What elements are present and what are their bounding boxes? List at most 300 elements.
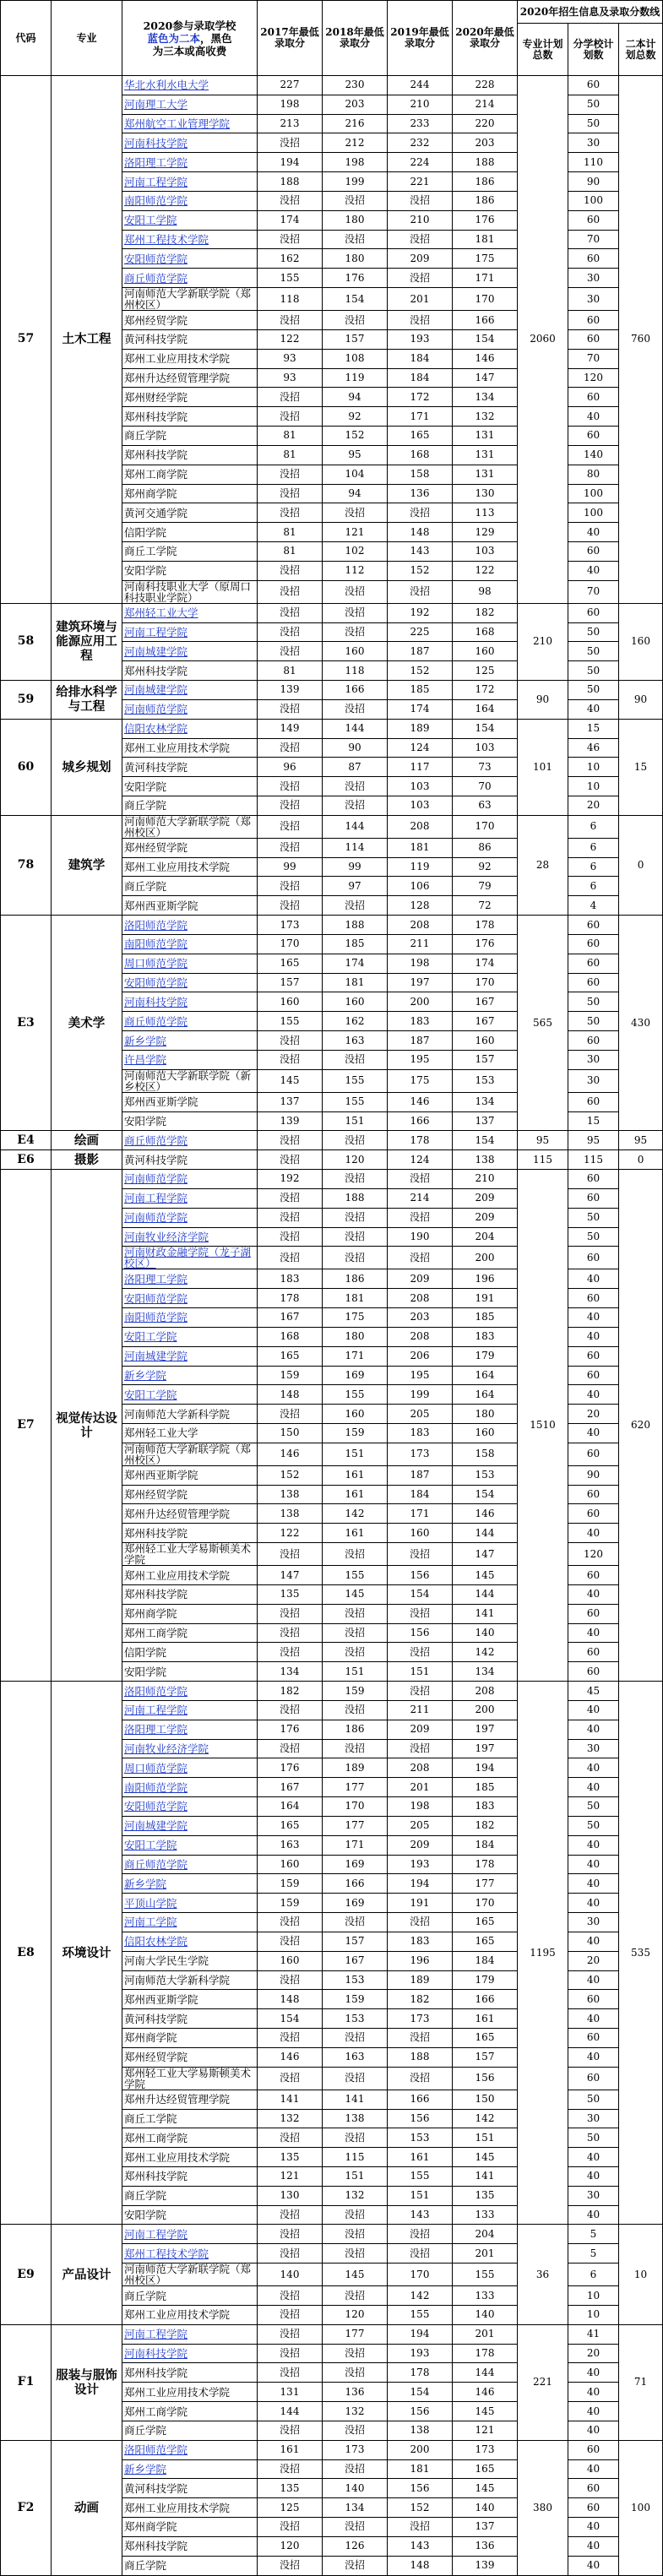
school-name[interactable]: 新乡学院 [122,2459,258,2479]
score-2017: 没招 [258,1227,323,1247]
score-2019: 156 [388,2109,453,2128]
header-school: 2020参与录取学校 蓝色为二本，黑色 为三本或高收费 [122,1,258,76]
score-2017: 没招 [258,1208,323,1227]
school-name[interactable]: 安阳工学院 [122,1327,258,1346]
plan-sub: 60 [568,1031,619,1051]
major-code: 60 [1,719,52,815]
score-2020: 145 [453,1566,518,1585]
plan-sub: 50 [568,1227,619,1247]
score-2020: 154 [453,719,518,738]
score-2018: 没招 [323,230,388,249]
school-name[interactable]: 商丘师范学院 [122,1012,258,1031]
school-name: 郑州商学院 [122,484,258,503]
header-2020: 2020年最低录取分 [453,1,518,76]
school-name[interactable]: 河南工程学院 [122,2324,258,2344]
score-2018: 没招 [323,1604,388,1623]
plan-sub: 40 [568,1894,619,1913]
score-2017: 157 [258,973,323,992]
major-name: 环境设计 [52,1682,122,2225]
score-2019: 171 [388,407,453,427]
score-2018: 151 [323,2166,388,2186]
school-name[interactable]: 河南牧业经济学院 [122,1739,258,1758]
score-2017: 没招 [258,815,323,838]
plan-sub: 120 [568,1543,619,1566]
score-2017: 81 [258,661,323,681]
plan-sub: 50 [568,661,619,681]
plan-sub: 80 [568,465,619,484]
score-2020: 142 [453,2109,518,2128]
score-2019: 193 [388,329,453,349]
score-2020: 70 [453,777,518,796]
score-2020: 125 [453,661,518,681]
school-name[interactable]: 郑州轻工业大学 [122,603,258,622]
score-2018: 167 [323,1951,388,1970]
plan-sub: 50 [568,1012,619,1031]
score-2017: 160 [258,992,323,1012]
score-2020: 146 [453,2383,518,2402]
school-name[interactable]: 河南财政金融学院（龙子湖校区） [122,1247,258,1269]
plan-total: 1510 [518,1170,568,1682]
major-code: F2 [1,2440,52,2575]
score-2017: 134 [258,1662,323,1682]
school-name[interactable]: 南阳师范学院 [122,1308,258,1328]
major-code: E7 [1,1170,52,1682]
plan-second: 760 [619,76,663,604]
school-name[interactable]: 新乡学院 [122,1031,258,1051]
score-2018: 161 [323,1465,388,1485]
score-2019: 没招 [388,580,453,603]
school-name: 郑州工商学院 [122,2402,258,2421]
score-2019: 189 [388,719,453,738]
score-2018: 132 [323,2186,388,2205]
school-name[interactable]: 河南理工大学 [122,95,258,114]
score-2017: 165 [258,1816,323,1835]
score-2018: 180 [323,1327,388,1346]
school-name[interactable]: 安阳师范学院 [122,1289,258,1308]
score-2017: 176 [258,1758,323,1778]
school-name[interactable]: 安阳工学院 [122,1835,258,1855]
school-name[interactable]: 周口师范学院 [122,1758,258,1778]
score-2018: 189 [323,1758,388,1778]
score-2019: 185 [388,681,453,700]
score-2020: 154 [453,329,518,349]
score-2019: 174 [388,699,453,719]
score-2017: 96 [258,758,323,777]
header-plan-total: 专业计划总数 [518,24,568,76]
score-2018: 169 [323,1894,388,1913]
score-2020: 140 [453,2498,518,2518]
score-2018: 没招 [323,503,388,523]
score-2017: 174 [258,210,323,230]
score-2017: 没招 [258,2556,323,2575]
school-name[interactable]: 河南师范学院 [122,1170,258,1189]
score-2017: 没招 [258,1405,323,1424]
score-2020: 141 [453,2166,518,2186]
school-name[interactable]: 周口师范学院 [122,954,258,973]
score-2019: 189 [388,1970,453,1990]
school-name[interactable]: 商丘师范学院 [122,1131,258,1150]
plan-sub: 40 [568,1855,619,1874]
major-code: F1 [1,2324,52,2440]
score-2019: 119 [388,857,453,877]
score-2018: 97 [323,877,388,896]
score-2017: 146 [258,1443,323,1465]
plan-sub: 40 [568,1874,619,1894]
score-2017: 没招 [258,1932,323,1951]
score-2018: 186 [323,1269,388,1289]
score-2018: 没招 [323,2128,388,2148]
plan-sub: 60 [568,2479,619,2498]
score-2020: 153 [453,1465,518,1485]
score-2018: 155 [323,1092,388,1111]
score-2017: 没招 [258,1604,323,1623]
score-2020: 134 [453,1662,518,1682]
score-2017: 没招 [258,484,323,503]
score-2019: 214 [388,1188,453,1208]
table-header [1,1,663,76]
score-2018: 115 [323,2148,388,2167]
score-2020: 204 [453,2225,518,2244]
table-row [1,1131,663,1150]
score-2018: 没招 [323,1170,388,1189]
score-2019: 158 [388,465,453,484]
school-name: 郑州工业应用技术学院 [122,2148,258,2167]
score-2018: 没招 [323,777,388,796]
school-name: 郑州工业应用技术学院 [122,2498,258,2518]
school-name[interactable]: 河南科技学院 [122,133,258,153]
score-2019: 208 [388,1289,453,1308]
score-2018: 没招 [323,2344,388,2363]
score-2019: 193 [388,1855,453,1874]
plan-sub: 70 [568,580,619,603]
school-name[interactable]: 洛阳师范学院 [122,916,258,935]
score-2020: 228 [453,76,518,95]
school-name[interactable]: 洛阳师范学院 [122,1682,258,1701]
score-2019: 182 [388,1990,453,2009]
score-2018: 171 [323,1835,388,1855]
score-2019: 128 [388,896,453,916]
score-2017: 168 [258,1327,323,1346]
score-2020: 201 [453,2244,518,2264]
score-2019: 178 [388,1131,453,1150]
score-2017: 165 [258,1346,323,1366]
score-2020: 203 [453,133,518,153]
school-name[interactable]: 洛阳理工学院 [122,1269,258,1289]
plan-sub: 50 [568,114,619,133]
score-2017: 227 [258,76,323,95]
score-2018: 212 [323,133,388,153]
school-name[interactable]: 南阳师范学院 [122,1778,258,1797]
score-2017: 121 [258,2166,323,2186]
plan-sub: 60 [568,2067,619,2090]
score-2019: 183 [388,1932,453,1951]
school-name[interactable]: 平顶山学院 [122,1894,258,1913]
score-2018: 155 [323,1069,388,1092]
plan-sub: 60 [568,1990,619,2009]
score-2020: 142 [453,1643,518,1662]
score-2020: 72 [453,896,518,916]
score-2020: 209 [453,1188,518,1208]
school-name[interactable]: 河南工程学院 [122,1700,258,1720]
plan-sub: 30 [568,1050,619,1069]
score-2017: 159 [258,1366,323,1385]
major-name: 美术学 [52,916,122,1131]
school-name[interactable]: 安阳工学院 [122,1385,258,1405]
plan-sub: 40 [568,2556,619,2575]
score-2019: 205 [388,1405,453,1424]
plan-sub: 60 [568,1604,619,1623]
score-2017: 162 [258,249,323,269]
school-name[interactable]: 河南工程学院 [122,172,258,192]
score-2017: 99 [258,857,323,877]
score-2017: 154 [258,2009,323,2029]
major-code: E8 [1,1682,52,2225]
score-2019: 190 [388,1227,453,1247]
school-name[interactable]: 河南师范学院 [122,1208,258,1227]
table-row [1,1150,663,1170]
school-name[interactable]: 河南城建学院 [122,642,258,661]
score-2020: 183 [453,1797,518,1817]
score-2017: 161 [258,2440,323,2459]
score-2019: 210 [388,95,453,114]
plan-second: 0 [619,815,663,915]
plan-sub: 20 [568,796,619,815]
plan-sub: 100 [568,484,619,503]
school-name[interactable]: 安阳师范学院 [122,1797,258,1817]
plan-total: 380 [518,2440,568,2575]
score-2018: 没招 [323,2556,388,2575]
school-name: 郑州西亚斯学院 [122,1092,258,1111]
score-2017: 没招 [258,230,323,249]
score-2019: 没招 [388,1643,453,1662]
score-2017: 160 [258,1951,323,1970]
score-2020: 170 [453,973,518,992]
score-2020: 183 [453,1327,518,1346]
school-name[interactable]: 商丘师范学院 [122,1855,258,1874]
score-2019: 154 [388,2383,453,2402]
score-2017: 165 [258,954,323,973]
plan-sub: 60 [568,1289,619,1308]
score-2019: 195 [388,1366,453,1385]
score-2020: 137 [453,1111,518,1131]
school-name[interactable]: 商丘师范学院 [122,269,258,288]
score-2018: 159 [323,1424,388,1443]
school-name: 郑州轻工业大学易斯顿美术学院 [122,2067,258,2090]
score-2020: 79 [453,877,518,896]
score-2017: 没招 [258,1050,323,1069]
score-2017: 没招 [258,1150,323,1170]
score-2020: 145 [453,2148,518,2167]
score-2020: 191 [453,1289,518,1308]
school-name[interactable]: 河南师范学院 [122,699,258,719]
score-2020: 146 [453,1504,518,1524]
school-name[interactable]: 河南城建学院 [122,1816,258,1835]
score-2017: 没招 [258,2305,323,2324]
school-name[interactable]: 河南工程学院 [122,622,258,642]
plan-sub: 40 [568,2536,619,2556]
score-2019: 没招 [388,1913,453,1932]
score-2017: 没招 [258,2205,323,2225]
school-name: 郑州工业应用技术学院 [122,2305,258,2324]
school-name: 郑州财经学院 [122,388,258,407]
score-2018: 119 [323,368,388,388]
school-name[interactable]: 河南牧业经济学院 [122,1227,258,1247]
school-name[interactable]: 河南科技学院 [122,992,258,1012]
score-2018: 181 [323,973,388,992]
school-name[interactable]: 河南科技学院 [122,2344,258,2363]
score-2020: 170 [453,288,518,311]
score-2019: 184 [388,368,453,388]
score-2018: 186 [323,1720,388,1739]
score-2018: 157 [323,329,388,349]
score-2019: 206 [388,1346,453,1366]
school-name[interactable]: 安阳师范学院 [122,973,258,992]
plan-sub: 60 [568,1346,619,1366]
score-2020: 92 [453,857,518,877]
plan-second: 160 [619,603,663,680]
score-2018: 159 [323,1682,388,1701]
score-2020: 121 [453,2421,518,2440]
plan-sub: 60 [568,1247,619,1269]
score-2017: 132 [258,2109,323,2128]
plan-sub: 15 [568,1111,619,1131]
school-name[interactable]: 新乡学院 [122,1874,258,1894]
score-2019: 203 [388,1308,453,1328]
score-2020: 161 [453,2009,518,2029]
score-2017: 没招 [258,603,323,622]
plan-sub: 40 [568,1623,619,1643]
school-name[interactable]: 华北水利水电大学 [122,76,258,95]
school-name[interactable]: 河南工程学院 [122,1188,258,1208]
school-name: 商丘学院 [122,2286,258,2306]
school-name[interactable]: 南阳师范学院 [122,191,258,210]
score-2018: 230 [323,76,388,95]
score-2019: 170 [388,2264,453,2286]
score-2020: 154 [453,1485,518,1504]
plan-sub: 60 [568,2029,619,2048]
score-2020: 134 [453,388,518,407]
score-2020: 63 [453,796,518,815]
score-2017: 155 [258,269,323,288]
school-name[interactable]: 洛阳理工学院 [122,1720,258,1739]
plan-sub: 6 [568,2264,619,2286]
school-name[interactable]: 安阳工学院 [122,210,258,230]
score-2019: 184 [388,1485,453,1504]
school-name[interactable]: 河南工程学院 [122,2225,258,2244]
score-2017: 没招 [258,777,323,796]
score-2020: 168 [453,622,518,642]
score-2018: 181 [323,1289,388,1308]
score-2017: 138 [258,1485,323,1504]
score-2020: 147 [453,1543,518,1566]
score-2017: 148 [258,1385,323,1405]
school-name[interactable]: 洛阳师范学院 [122,2440,258,2459]
score-2017: 93 [258,368,323,388]
score-2019: 193 [388,2344,453,2363]
score-2019: 221 [388,172,453,192]
school-name[interactable]: 洛阳理工学院 [122,153,258,172]
plan-sub: 50 [568,1816,619,1835]
school-name: 商丘学院 [122,2421,258,2440]
score-2020: 178 [453,916,518,935]
score-2020: 179 [453,1970,518,1990]
score-2020: 166 [453,1990,518,2009]
score-2019: 209 [388,1720,453,1739]
school-name[interactable]: 郑州工程技术学院 [122,230,258,249]
school-name[interactable]: 信阳农林学院 [122,719,258,738]
plan-sub: 60 [568,1366,619,1385]
score-2019: 151 [388,1662,453,1682]
score-2018: 102 [323,542,388,562]
plan-sub: 40 [568,2421,619,2440]
school-name[interactable]: 郑州工程技术学院 [122,2244,258,2264]
score-2018: 171 [323,1346,388,1366]
table-row [1,916,663,935]
plan-total: 221 [518,2324,568,2440]
score-2017: 139 [258,1111,323,1131]
score-2017: 没招 [258,580,323,603]
plan-sub: 30 [568,1739,619,1758]
school-name[interactable]: 河南城建学院 [122,1346,258,1366]
plan-sub: 40 [568,1524,619,1543]
score-2019: 208 [388,1758,453,1778]
score-2020: 103 [453,738,518,758]
school-name: 郑州科技学院 [122,2536,258,2556]
score-2019: 183 [388,1424,453,1443]
score-2017: 145 [258,1069,323,1092]
header-plan-sub: 分学校计划数 [568,24,619,76]
score-2018: 160 [323,642,388,661]
score-2019: 143 [388,2536,453,2556]
plan-sub: 10 [568,758,619,777]
school-name[interactable]: 信阳农林学院 [122,1932,258,1951]
score-2019: 143 [388,542,453,562]
score-2019: 187 [388,1031,453,1051]
score-2020: 164 [453,1385,518,1405]
score-2017: 120 [258,2536,323,2556]
school-name[interactable]: 许昌学院 [122,1050,258,1069]
school-name[interactable]: 新乡学院 [122,1366,258,1385]
school-name[interactable]: 河南城建学院 [122,681,258,700]
school-name: 信阳学院 [122,523,258,542]
plan-sub: 40 [568,2205,619,2225]
school-name[interactable]: 南阳师范学院 [122,934,258,954]
score-2018: 没招 [323,1208,388,1227]
school-name[interactable]: 安阳师范学院 [122,249,258,269]
table-row [1,1170,663,1189]
score-2018: 188 [323,916,388,935]
score-2018: 188 [323,1188,388,1208]
major-code: 58 [1,603,52,680]
score-2020: 133 [453,2205,518,2225]
score-2020: 132 [453,407,518,427]
major-name: 建筑环境与能源应用工程 [52,603,122,680]
school-name[interactable]: 郑州航空工业管理学院 [122,114,258,133]
score-2018: 没招 [323,2029,388,2048]
score-2019: 161 [388,2148,453,2167]
plan-sub: 60 [568,1485,619,1504]
score-2020: 164 [453,1366,518,1385]
score-2019: 没招 [388,503,453,523]
score-2017: 没招 [258,1623,323,1643]
score-2019: 没招 [388,1170,453,1189]
plan-sub: 10 [568,777,619,796]
score-2019: 225 [388,622,453,642]
school-name[interactable]: 河南工学院 [122,1913,258,1932]
score-2020: 153 [453,1069,518,1092]
score-2020: 165 [453,2029,518,2048]
table-row [1,76,663,95]
